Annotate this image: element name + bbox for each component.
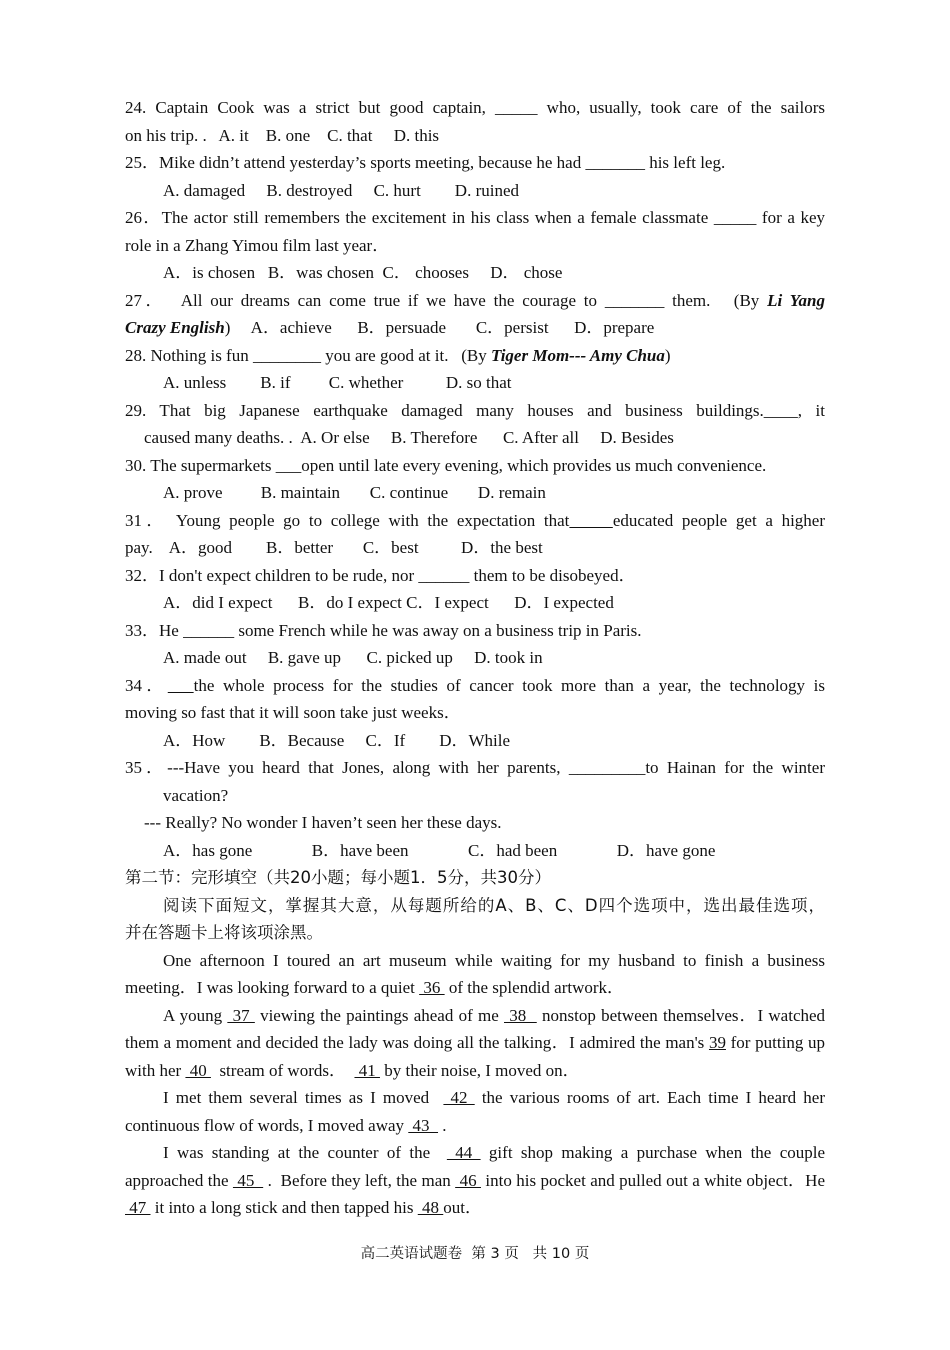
question-27-options: ) A．achieve B．persuade C．persist D．prepare [224,318,655,337]
question-34-stem: the whole process for the studies of cancer took more than a year, the technology is [193,675,826,695]
question-28-close: ) [664,345,671,365]
section-heading: 第二节：完形填空（共20小题；每小题1．5分，共30分） [125,868,551,887]
passage-paragraph-3 [125,1084,825,1139]
blank-40: 40 [185,1060,211,1080]
blank-46: 46 [455,1170,481,1190]
question-32-options: A．did I expect B．do I expect C．I expect D．I expected [163,593,614,612]
question-31-stem: 31． Young people go to college with the expectation that [125,510,570,530]
passage-text: gift shop making a purchase when the couple approached the [125,1143,826,1190]
blank-45: 45 [232,1170,264,1190]
question-34-options: A．How B．Because C．If D．While [163,730,511,750]
blank-37: 37 [227,1005,255,1025]
question-30-options: A. prove B. maintain C. continue D. remain [163,483,546,502]
passage-text: . Before they left, the man [263,1170,456,1190]
question-35-line2: vacation? [163,785,229,805]
passage-text: One afternoon I toured an art museum while waiting for my husband to finish a business meeting．I was looking forward to a quiet [125,950,825,997]
question-27-source: Crazy English [125,318,225,337]
question-28-options: A. unless B. if C. whether D. so that [163,373,512,392]
question-31-line2: pay. A．good B．better C．best D．the best [125,538,543,557]
blank-44: 44 [446,1143,481,1162]
passage-text: viewing the paintings ahead of me [254,1005,504,1025]
passage-text: out． [443,1198,482,1217]
passage-text: by their noise, I moved on． [379,1060,580,1080]
question-35-options: A．has gone B．have been C．had been D．have gone [163,840,716,860]
question-31-line1 [125,507,825,535]
exam-page [125,94,825,1222]
question-31-stem-end: educated people get a higher [612,510,825,530]
question-29-line1: 29. That big Japanese earthquake damaged many houses and business buildings.____, it [125,400,825,420]
question-25-options: A. damaged B. destroyed C. hurt D. ruined [163,180,519,200]
question-28-stem-line [125,342,825,370]
passage-text: of the splendid artwork． [444,978,625,997]
section-instructions-line2: 并在答题卡上将该项涂黑。 [125,923,323,942]
question-28-stem: 28. Nothing is fun ________ you are good at it. (By [125,345,491,365]
blank-47: 47 [125,1198,151,1217]
passage-text: nonstop between themselves．I watched them a moment and decided the lady was doing all the talking．I admired the man's [125,1005,826,1052]
question-35-stem: 35．---Have you heard that Jones, along with her parents, [125,758,569,777]
passage-text: for putting up with her [125,1033,825,1080]
passage-text: A young [163,1005,228,1025]
question-34-blank [168,676,194,695]
blank-36: 36 [419,978,445,997]
question-30-stem: 30. The supermarkets ___open until late every evening, which provides us much convenience. [125,455,767,475]
blank-48: 48 [417,1198,444,1217]
question-34-line1 [125,672,825,700]
blank-41: 41 [354,1060,380,1080]
passage-paragraph-4 [125,1139,825,1222]
question-27-author: Li Yang [767,290,825,310]
question-35-stem-end: to Hainan for the winter [645,758,825,777]
section-instructions-line1: 阅读下面短文，掌握其大意，从每题所给的A、B、C、D四个选项中，选出最佳选项， [163,895,825,915]
question-24-line1: 24. Captain Cook was a strict but good captain, _____ who, usually, took care of the sailors [125,98,825,117]
passage-paragraph-1 [125,947,825,1002]
question-34-line2: moving so fast that it will soon take just weeks． [125,703,461,722]
question-35-line1 [125,754,825,782]
passage-text: I met them several times as I moved [163,1088,444,1107]
question-31-blank [569,511,612,530]
passage-text: . [438,1115,447,1135]
question-27-line2 [125,314,825,342]
question-28-author: Tiger Mom--- Amy Chua [490,345,665,365]
question-35-blank: _________ [568,758,646,777]
question-34-number: 34． [125,675,168,695]
question-33-stem: 33．He ______ some French while he was away on a business trip in Paris. [125,620,642,640]
question-35-reply: --- Really? No wonder I haven’t seen her these days. [144,813,502,832]
page-footer: 高二英语试题卷 第 3 页 共 10 页 [360,1246,590,1262]
passage-text: into his pocket and pulled out a white object．He [480,1170,826,1190]
question-27-line1 [125,287,825,315]
passage-paragraph-2 [125,1002,825,1085]
passage-text: the various rooms of art. Each time I heard her continuous flow of words, I moved away [125,1088,826,1135]
blank-42: 42 [443,1088,475,1107]
passage-text: I was standing at the counter of the [163,1143,447,1162]
question-27-stem: 27． All our dreams can come true if we have the courage to _______ them. (By [125,290,768,310]
question-32-stem: 32．I don't expect children to be rude, nor ______ them to be disobeyed． [125,565,636,585]
blank-39: 39 [708,1033,726,1052]
question-26-stem: 26．The actor still remembers the excitement in his class when a female classmate _____ for a key role in a Zhang Yimou film last year． [125,208,825,255]
question-25-stem: 25．Mike didn’t attend yesterday’s sports meeting, because he had _______ his left leg. [125,153,726,172]
blank-38: 38 [504,1005,537,1025]
question-33-options: A. made out B. gave up C. picked up D. took in [163,648,543,667]
passage-text: stream of words． [210,1060,355,1080]
question-26-options: A．is chosen B．was chosen C． chooses D． chose [163,263,563,282]
blank-43: 43 [408,1115,439,1135]
passage-text: it into a long stick and then tapped his [150,1198,418,1217]
question-29-line2: caused many deaths. . A. Or else B. Therefore C. After all D. Besides [144,428,674,447]
question-24-line2: on his trip. . A. it B. one C. that D. this [125,125,440,145]
